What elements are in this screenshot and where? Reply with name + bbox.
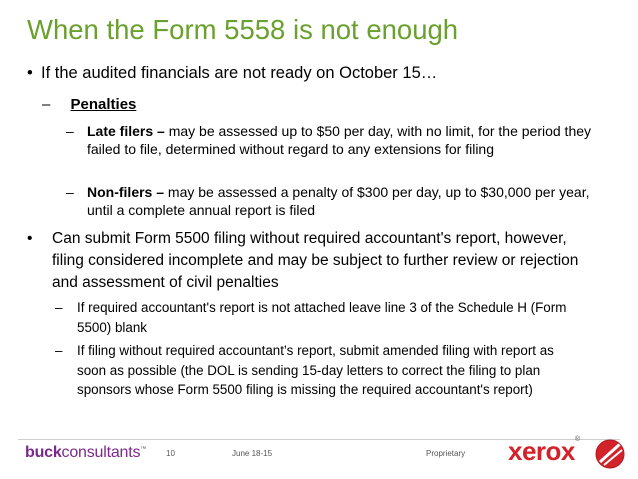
item-line: 5500) blank	[77, 319, 147, 335]
footer-date: June 18-15	[232, 449, 273, 458]
schedule-h-item	[55, 298, 615, 337]
dash-marker: –	[55, 300, 63, 315]
bullet-text: If the audited financials are not ready on October 15…	[41, 64, 438, 82]
non-filers-text: may be assessed a penalty of $300 per day, up to $30,000 per year, until a complete annual report is filed	[87, 184, 590, 218]
non-filers-item	[66, 184, 614, 219]
amended-filing-item	[55, 341, 615, 400]
penalties-label: Penalties	[70, 96, 137, 113]
item-line: If filing without required accountant’s report, submit amended filing with report as	[77, 343, 554, 358]
proprietary-label: Proprietary	[426, 449, 466, 458]
item-line: soon as possible (the DOL is sending 15-day letters to correct the filing to plan	[77, 362, 541, 378]
buck-consultants-logo: buckconsultants™	[25, 444, 147, 461]
dash-marker: –	[66, 184, 74, 200]
late-filers-label: Late filers –	[87, 123, 165, 139]
xerox-logo: xerox®	[508, 436, 580, 466]
bullet-marker: •	[27, 230, 33, 247]
penalties-heading	[42, 96, 136, 114]
bullet-line: and assessment of civil penalties	[52, 274, 279, 291]
slide-title: When the Form 5558 is not enough	[27, 14, 459, 45]
item-line: sponsors whose Form 5500 filing is missing the required accountant's report)	[77, 382, 533, 397]
non-filers-label: Non-filers –	[87, 184, 165, 200]
bullet-marker: •	[27, 64, 33, 82]
item-line: If required accountant's report is not attached leave line 3 of the Schedule H (Form	[77, 300, 567, 315]
xerox-sphere-icon	[594, 438, 626, 470]
bullet-audited-financials	[27, 63, 617, 83]
dash-marker: –	[42, 96, 51, 113]
dash-marker: –	[66, 123, 74, 139]
late-filers-text: may be assessed up to $50 per day, with no limit, for the period they failed to file, determined without regard to any extensions for filing	[87, 123, 592, 157]
bullet-line: filing considered incomplete and may be subject to further review or rejection	[52, 252, 579, 269]
dash-marker: –	[55, 343, 63, 358]
late-filers-item	[66, 123, 614, 158]
bullet-line: Can submit Form 5500 filing without required accountant's report, however,	[52, 230, 567, 247]
page-number: 10	[166, 449, 175, 458]
